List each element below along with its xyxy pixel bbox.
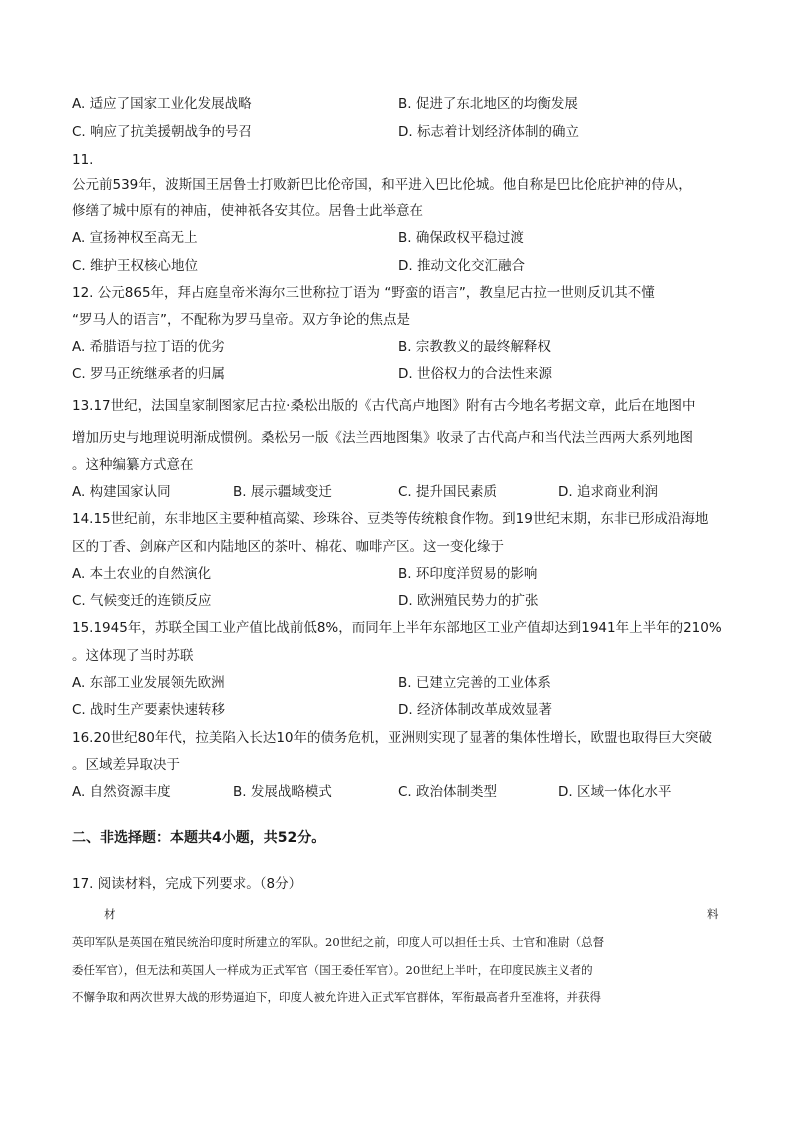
q14-stem-line-1: 14.15世纪前，东非地区主要种植高粱、珍珠谷、豆类等传统粮食作物。到19世纪末期，东非已形成沿海地 bbox=[72, 511, 709, 527]
q12-stem-line-1: 12. 公元865年，拜占庭皇帝米海尔三世称拉丁语为 “野蛮的语言”，教皇尼古拉一世则反讥其不懂 bbox=[72, 285, 655, 301]
q15-stem-line-2: 。这体现了当时苏联 bbox=[72, 648, 194, 664]
q11-option-d: D. 推动文化交汇融合 bbox=[398, 258, 525, 274]
q15-option-d: D. 经济体制改革成效显著 bbox=[398, 702, 552, 718]
q15-option-b: B. 已建立完善的工业体系 bbox=[398, 675, 551, 691]
q14-option-c: C. 气候变迁的连锁反应 bbox=[72, 593, 212, 609]
material-line-3: 不懈争取和两次世界大战的形势逼迫下，印度人被允许进入正式军官群体，军衔最高者升至准将，并获得 bbox=[72, 990, 601, 1004]
section-heading: 二、非选择题：本题共4小题，共52分。 bbox=[72, 830, 326, 846]
q16-stem-line-1: 16.20世纪80年代，拉美陷入长达10年的债务危机，亚洲则实现了显著的集体性增长，欧盟也取得巨大突破 bbox=[72, 730, 713, 746]
q12-option-a: A. 希腊语与拉丁语的优劣 bbox=[72, 339, 225, 355]
q15-option-c: C. 战时生产要素快速转移 bbox=[72, 702, 226, 718]
q14-stem-line-2: 区的丁香、剑麻产区和内陆地区的茶叶、棉花、咖啡产区。这一变化缘于 bbox=[72, 539, 504, 555]
q10-option-d: D. 标志着计划经济体制的确立 bbox=[398, 124, 579, 140]
material-line-2: 委任军官），但无法和英国人一样成为正式军官（国王委任军官）。20世纪上半叶，在印度民族主义者的 bbox=[72, 963, 593, 977]
q12-option-b: B. 宗教教义的最终解释权 bbox=[398, 339, 551, 355]
q14-option-d: D. 欧洲殖民势力的扩张 bbox=[398, 593, 539, 609]
q12-option-d: D. 世俗权力的合法性来源 bbox=[398, 366, 552, 382]
q10-option-a: A. 适应了国家工业化发展战略 bbox=[72, 96, 252, 112]
q14-option-b: B. 环印度洋贸易的影响 bbox=[398, 566, 538, 582]
q16-option-c: C. 政治体制类型 bbox=[398, 784, 498, 800]
q11-number: 11. bbox=[72, 152, 94, 168]
q15-stem-line-1: 15.1945年，苏联全国工业产值比战前低8%，而同年上半年东部地区工业产值却达到1941年上半年的210% bbox=[72, 620, 722, 636]
q11-option-c: C. 维护王权核心地位 bbox=[72, 258, 199, 274]
q13-stem-line-3: 。这种编纂方式意在 bbox=[72, 457, 194, 473]
q15-option-a: A. 东部工业发展领先欧洲 bbox=[72, 675, 225, 691]
material-label-left: 材 bbox=[104, 907, 116, 921]
q11-option-a: A. 宣扬神权至高无上 bbox=[72, 230, 198, 246]
q10-option-c: C. 响应了抗美援朝战争的号召 bbox=[72, 124, 253, 140]
q16-stem-line-2: 。区域差异取决于 bbox=[72, 757, 180, 773]
q17-stem: 17. 阅读材料，完成下列要求。（8分） bbox=[72, 876, 303, 892]
q16-option-a: A. 自然资源丰度 bbox=[72, 784, 171, 800]
q16-option-d: D. 区域一体化水平 bbox=[558, 784, 672, 800]
material-label-right: 料 bbox=[707, 907, 719, 921]
q13-option-c: C. 提升国民素质 bbox=[398, 484, 498, 500]
material-line-1: 英印军队是英国在殖民统治印度时所建立的军队。20世纪之前，印度人可以担任士兵、士官和准尉（总督 bbox=[72, 935, 605, 949]
q16-option-b: B. 发展战略模式 bbox=[233, 784, 332, 800]
q13-option-d: D. 追求商业利润 bbox=[558, 484, 658, 500]
q13-stem-line-2: 增加历史与地理说明渐成惯例。桑松另一版《法兰西地图集》收录了古代高卢和当代法兰西两大系列地图 bbox=[72, 430, 693, 446]
q14-option-a: A. 本土农业的自然演化 bbox=[72, 566, 212, 582]
q11-stem-line-1: 公元前539年，波斯国王居鲁士打败新巴比伦帝国，和平进入巴比伦城。他自称是巴比伦庇护神的侍从， bbox=[72, 177, 692, 193]
q10-option-b: B. 促进了东北地区的均衡发展 bbox=[398, 96, 578, 112]
q12-option-c: C. 罗马正统继承者的归属 bbox=[72, 366, 226, 382]
q13-option-a: A. 构建国家认同 bbox=[72, 484, 171, 500]
q12-stem-line-2: “罗马人的语言”，不配称为罗马皇帝。双方争论的焦点是 bbox=[72, 312, 410, 328]
q11-stem-line-2: 修缮了城中原有的神庙，使神祇各安其位。居鲁士此举意在 bbox=[72, 203, 423, 219]
q13-option-b: B. 展示疆域变迁 bbox=[233, 484, 332, 500]
q11-option-b: B. 确保政权平稳过渡 bbox=[398, 230, 524, 246]
q13-stem-line-1: 13.17世纪，法国皇家制图家尼古拉·桑松出版的《古代高卢地图》附有古今地名考据文章，此后在地图中 bbox=[72, 398, 696, 414]
